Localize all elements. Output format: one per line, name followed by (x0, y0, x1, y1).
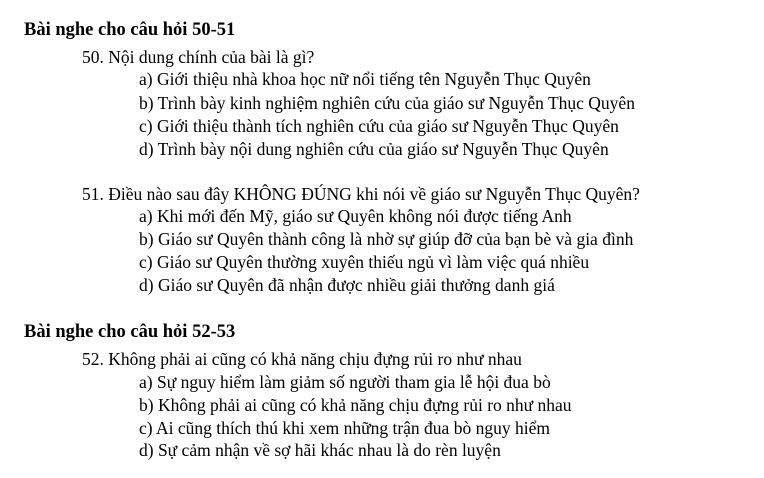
question-50-option-c: c) Giới thiệu thành tích nghiên cứu của giáo sư Nguyễn Thục Quyên (139, 116, 619, 136)
question-51-option-c: c) Giáo sư Quyên thường xuyên thiếu ngủ vì làm việc quá nhiều (139, 252, 590, 272)
section-heading-50-51: Bài nghe cho câu hỏi 50-51 (24, 20, 236, 40)
question-50-option-d: d) Trình bày nội dung nghiên cứu của giáo sư Nguyễn Thục Quyên (139, 139, 609, 159)
question-50-option-a: a) Giới thiệu nhà khoa học nữ nổi tiếng tên Nguyễn Thục Quyên (139, 69, 591, 89)
question-50-option-b: b) Trình bày kinh nghiệm nghiên cứu của giáo sư Nguyễn Thục Quyên (139, 93, 635, 113)
question-51: 51. Điều nào sau đây KHÔNG ĐÚNG khi nói về giáo sư Nguyễn Thục Quyên? (82, 184, 640, 204)
question-52: 52. Không phải ai cũng có khả năng chịu đựng rủi ro như nhau (82, 349, 522, 369)
question-52-option-c: c) Ai cũng thích thú khi xem những trận đua bò nguy hiểm (139, 418, 550, 438)
question-52-option-b: b) Không phải ai cũng có khả năng chịu đựng rủi ro như nhau (139, 395, 572, 415)
question-52-option-d: d) Sự cảm nhận về sợ hãi khác nhau là do rèn luyện (139, 440, 501, 460)
question-50: 50. Nội dung chính của bài là gì? (82, 47, 315, 67)
question-52-option-a: a) Sự nguy hiểm làm giảm số người tham gia lễ hội đua bò (139, 372, 551, 392)
question-51-option-d: d) Giáo sư Quyên đã nhận được nhiều giải thưởng danh giá (139, 275, 555, 295)
question-51-option-a: a) Khi mới đến Mỹ, giáo sư Quyên không nói được tiếng Anh (139, 206, 572, 226)
question-51-option-b: b) Giáo sư Quyên thành công là nhờ sự giúp đỡ của bạn bè và gia đình (139, 229, 634, 249)
section-heading-52-53: Bài nghe cho câu hỏi 52-53 (24, 322, 236, 342)
